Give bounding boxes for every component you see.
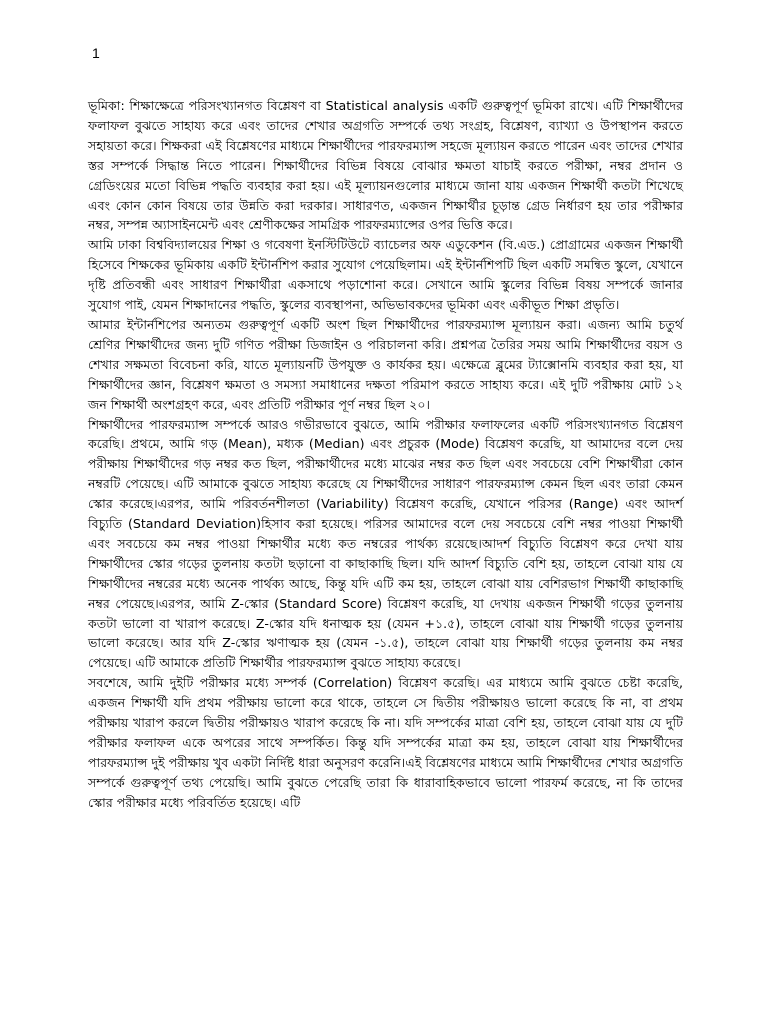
paragraph-assessment: আমার ইন্টার্নশিপের অন্যতম গুরুত্বপূর্ণ একটি অংশ ছিল শিক্ষার্থীদের পারফরম্যান্স মূল্যায়ন করা। এজন্য আমি চতুর্থ শ্রেণির শিক্ষার্থীদের জন্য দুটি গণিত পরীক্ষা ডিজাইন ও পরিচালনা করি। প্রশ্নপত্র তৈরির সময় আমি শিক্ষার্থীদের বয়স ও শেখার সক্ষমতা বিবেচনা করি, যাতে মূল্যায়নটি উপযুক্ত ও কার্যকর হয়। এক্ষেত্রে ব্লুমের ট্যাক্সোনমি ব্যবহার করা হয়, যা শিক্ষার্থীদের জ্ঞান, বিশ্লেষণ ক্ষমতা ও সমস্যা সমাধানের দক্ষতা পরিমাপ করতে সাহায্য করে। এই দুটি পরীক্ষায় মোট ১২ জন শিক্ষার্থী অংশগ্রহণ করে, এবং প্রতিটি পরীক্ষার পূর্ণ নম্বর ছিল ২০। — [88, 316, 683, 412]
page-number: 1 — [92, 45, 100, 61]
paragraph-statistical-analysis: শিক্ষার্থীদের পারফরম্যান্স সম্পর্কে আরও গভীরভাবে বুঝতে, আমি পরীক্ষার ফলাফলের একটি পরিসংখ্যানগত বিশ্লেষণ করেছি। প্রথমে, আমি গড় (Mean), মধ্যক (Median) এবং প্রচুরক (Mode) বিশ্লেষণ করেছি, যা আমাদের বলে দেয় পরীক্ষায় শিক্ষার্থীদের গড় নম্বর কত ছিল, পরীক্ষার্থীদের মধ্যে মাঝের নম্বর কত ছিল এবং সবচেয়ে বেশি শিক্ষার্থীরা কোন নম্বরটি পেয়েছে। এটি আমাকে বুঝতে সাহায্য করেছে যে শিক্ষার্থীদের সাধারণ পারফরম্যান্স কেমন ছিল এবং তারা কেমন স্কোর করেছে।এরপর, আমি পরিবর্তনশীলতা (Variability) বিশ্লেষণ করেছি, যেখানে পরিসর (Range) এবং আদর্শ বিচ্যুতি (Standard Deviation)হিসাব করা হয়েছে। পরিসর আমাদের বলে দেয় সবচেয়ে বেশি নম্বর পাওয়া শিক্ষার্থী এবং সবচেয়ে কম নম্বর পাওয়া শিক্ষার্থীর মধ্যে কত নম্বরের পার্থক্য রয়েছে।আদর্শ বিচ্যুতি বিশ্লেষণ করে দেখা যায় শিক্ষার্থীদের স্কোর গড়ের তুলনায় কতটা ছড়ানো বা কাছাকাছি ছিল। যদি আদর্শ বিচ্যুতি বেশি হয়, তাহলে বোঝা যায় যে শিক্ষার্থীদের নম্বরের মধ্যে অনেক পার্থক্য আছে, কিন্তু যদি এটি কম হয়, তাহলে বোঝা যায় বেশিরভাগ শিক্ষার্থী কাছাকাছি নম্বর পেয়েছে।এরপর, আমি Z-স্কোর (Standard Score) বিশ্লেষণ করেছি, যা দেখায় একজন শিক্ষার্থী গড়ের তুলনায় কতটা ভালো বা খারাপ করেছে। Z-স্কোর যদি ধনাত্মক হয় (যেমন +১.৫), তাহলে বোঝা যায় শিক্ষার্থী গড়ের তুলনায় ভালো করেছে। আর যদি Z-স্কোর ঋণাত্মক হয় (যেমন -১.৫), তাহলে বোঝা যায় শিক্ষার্থী গড়ের তুলনায় কম নম্বর পেয়েছে। এটি আমাকে প্রতিটি শিক্ষার্থীর পারফরম্যান্স বুঝতে সাহায্য করেছে। — [88, 416, 683, 671]
paragraph-internship: আমি ঢাকা বিশ্ববিদ্যালয়ের শিক্ষা ও গবেষণা ইনস্টিটিউটে ব্যাচেলর অফ এডুকেশন (বি.এড.) প্রোগ্রামের একজন শিক্ষার্থী হিসেবে শিক্ষকের ভূমিকায় একটি ইন্টার্নশিপ করার সুযোগ পেয়েছিলাম। এই ইন্টার্নশিপটি ছিল একটি সমন্বিত স্কুলে, যেখানে দৃষ্টি প্রতিবন্ধী এবং সাধারণ শিক্ষার্থীরা একসাথে পড়াশোনা করে। সেখানে আমি স্কুলের বিভিন্ন বিষয় সম্পর্কে জানার সুযোগ পাই, যেমন শিক্ষাদানের পদ্ধতি, স্কুলের ব্যবস্থাপনা, অভিভাবকদের ভূমিকা এবং একীভূত শিক্ষা প্রভৃতি। — [88, 237, 683, 313]
paragraph-introduction: ভূমিকা: শিক্ষাক্ষেত্রে পরিসংখ্যানগত বিশ্লেষণ বা Statistical analysis একটি গুরুত্বপূর্ণ ভূমিকা রাখে। এটি শিক্ষার্থীদের ফলাফল বুঝতে সাহায্য করে এবং তাদের শেখার অগ্রগতি সম্পর্কে তথ্য সংগ্রহ, বিশ্লেষণ, ব্যাখ্যা ও উপস্থাপন করতে সহায়তা করে। শিক্ষকরা এই বিশ্লেষণের মাধ্যমে শিক্ষার্থীদের পারফরম্যান্স সহজে মূল্যায়ন করতে পারেন এবং তাদের শেখার স্তর সম্পর্কে সিদ্ধান্ত নিতে পারেন। শিক্ষার্থীদের বিভিন্ন বিষয়ে বোঝার ক্ষমতা যাচাই করতে পরীক্ষা, নম্বর প্রদান ও গ্রেডিংয়ের মতো বিভিন্ন পদ্ধতি ব্যবহার করা হয়। এই মূল্যায়নগুলোর মাধ্যমে জানা যায় একজন শিক্ষার্থী কতটা শিখেছে এবং কোন কোন বিষয়ে তার উন্নতি করা দরকার। সাধারণত, একজন শিক্ষার্থীর চূড়ান্ত গ্রেড নির্ধারণ হয় তার পরীক্ষার নম্বর, সম্পন্ন অ্যাসাইনমেন্ট এবং শ্রেণীকক্ষের সামগ্রিক পারফরম্যান্সের ওপর ভিত্তি করে। — [88, 98, 683, 233]
document-body — [88, 96, 683, 813]
paragraph-correlation: সবশেষে, আমি দুইটি পরীক্ষার মধ্যে সম্পর্ক (Correlation) বিশ্লেষণ করেছি। এর মাধ্যমে আমি বুঝতে চেষ্টা করেছি, একজন শিক্ষার্থী যদি প্রথম পরীক্ষায় ভালো করে থাকে, তাহলে সে দ্বিতীয় পরীক্ষায়ও ভালো করেছে কি না, বা প্রথম পরীক্ষায় খারাপ করলে দ্বিতীয় পরীক্ষায়ও খারাপ করেছে কি না। যদি সম্পর্কের মাত্রা বেশি হয়, তাহলে বোঝা যায় যে দুটি পরীক্ষার ফলাফল একে অপরের সাথে সম্পর্কিত। কিন্তু যদি সম্পর্কের মাত্রা কম হয়, তাহলে বোঝা যায় শিক্ষার্থীদের পারফরম্যান্স দুই পরীক্ষায় খুব একটা নির্দিষ্ট ধারা অনুসরণ করেনি।এই বিশ্লেষণের মাধ্যমে আমি শিক্ষার্থীদের শেখার অগ্রগতি সম্পর্কে গুরুত্বপূর্ণ তথ্য পেয়েছি। আমি বুঝতে পেরেছি তারা কি ধারাবাহিকভাবে ভালো পারফর্ম করেছে, না কি তাদের স্কোর পরীক্ষার মধ্যে পরিবর্তিত হয়েছে। এটি — [88, 675, 683, 810]
